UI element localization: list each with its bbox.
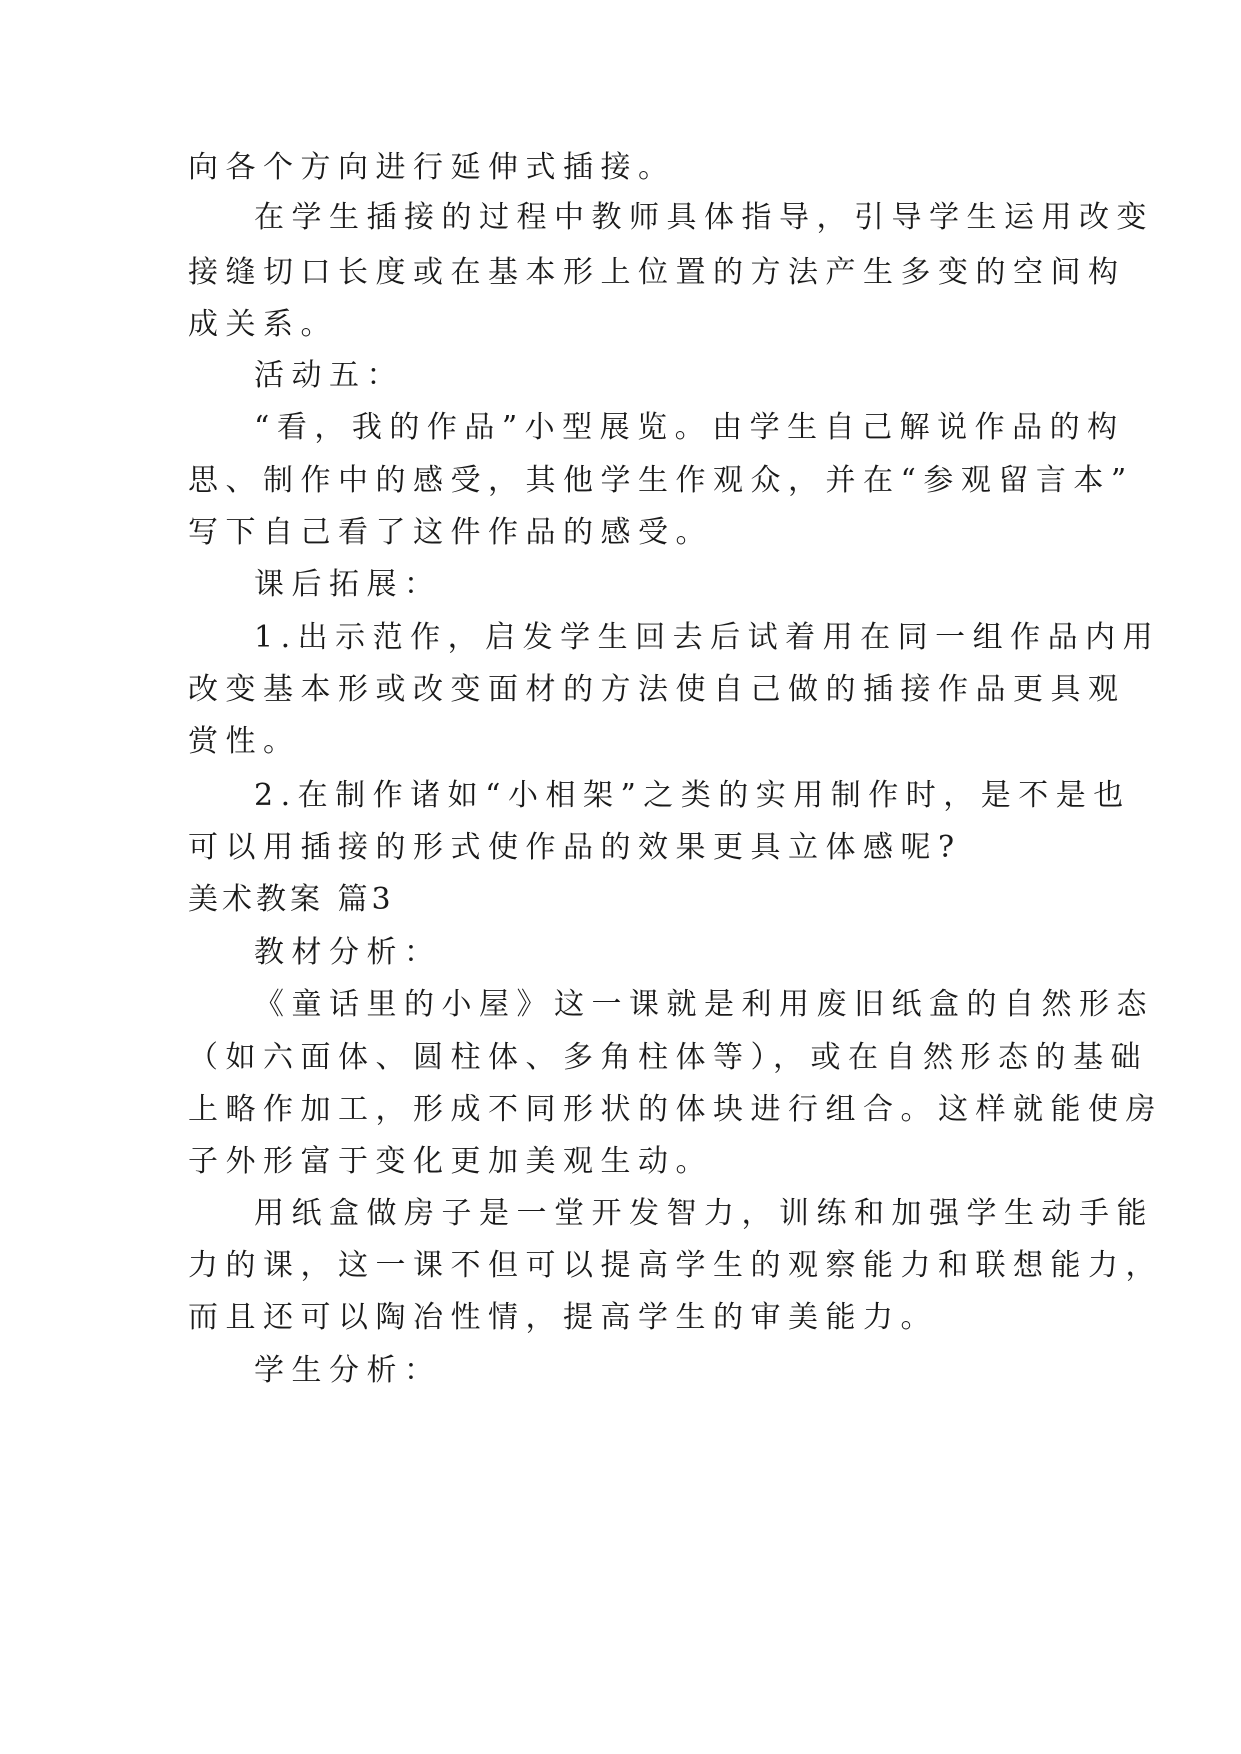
section-label: 课后拓展： xyxy=(254,567,442,602)
paragraph-line: 写下自己看了这件作品的感受。 xyxy=(188,515,713,550)
paragraph-line: 子外形富于变化更加美观生动。 xyxy=(188,1144,713,1179)
paragraph-line: 改变基本形或改变面材的方法使自己做的插接作品更具观 xyxy=(188,672,1126,707)
list-item: 1.出示范作，启发学生回去后试着用在同一组作品内用 xyxy=(254,620,1161,655)
list-item: 2.在制作诸如“小相架”之类的实用制作时，是不是也 xyxy=(254,778,1131,813)
paragraph-line: 赏性。 xyxy=(188,724,301,759)
paragraph-line: 可以用插接的形式使作品的效果更具立体感呢? xyxy=(188,830,962,865)
paragraph-line: 而且还可以陶冶性情，提高学生的审美能力。 xyxy=(188,1300,938,1335)
section-label: 学生分析： xyxy=(254,1353,442,1388)
section-label: 活动五： xyxy=(254,358,404,393)
section-label: 教材分析： xyxy=(254,935,442,970)
paragraph-line: 上略作加工，形成不同形状的体块进行组合。这样就能使房 xyxy=(188,1092,1163,1127)
paragraph-line: 成关系。 xyxy=(188,307,338,342)
section-heading: 美术教案 篇3 xyxy=(188,882,395,917)
paragraph-line: 力的课，这一课不但可以提高学生的观察能力和联想能力， xyxy=(188,1248,1163,1283)
paragraph-line: 接缝切口长度或在基本形上位置的方法产生多变的空间构 xyxy=(188,255,1126,290)
paragraph-line: “看，我的作品”小型展览。由学生自己解说作品的构 xyxy=(254,410,1125,445)
paragraph-line: 《童话里的小屋》这一课就是利用废旧纸盒的自然形态 xyxy=(254,987,1154,1022)
paragraph-line: 向各个方向进行延伸式插接。 xyxy=(188,150,676,185)
paragraph-line: 在学生插接的过程中教师具体指导，引导学生运用改变 xyxy=(254,200,1154,235)
paragraph-line: 用纸盒做房子是一堂开发智力，训练和加强学生动手能 xyxy=(254,1196,1154,1231)
paragraph-line: （如六面体、圆柱体、多角柱体等），或在自然形态的基础 xyxy=(188,1040,1148,1075)
paragraph-line: 思、制作中的感受，其他学生作观众，并在“参观留言本” xyxy=(188,463,1134,498)
